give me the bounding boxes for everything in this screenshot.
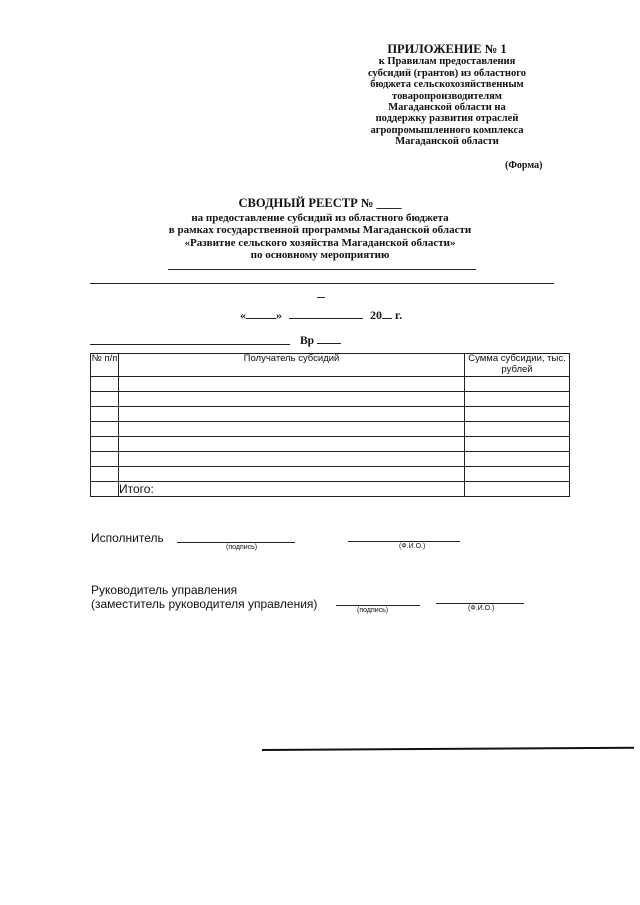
- vr-blank-line: [90, 344, 290, 345]
- registry-table: [90, 353, 570, 497]
- table-header-row: [91, 354, 570, 377]
- table-row: [91, 422, 570, 437]
- table-row: [91, 437, 570, 452]
- head-name-line: [436, 603, 524, 604]
- table-row: [91, 407, 570, 422]
- total-label: Итого:: [119, 482, 465, 497]
- activity-blank-line-2: [90, 283, 554, 284]
- appendix-line: поддержку развития отраслей: [375, 113, 519, 125]
- registry-title: СВОДНЫЙ РЕЕСТР № ____: [238, 196, 402, 210]
- scan-artifact-line: [262, 747, 634, 751]
- appendix-line: агропромышленного комплекса: [370, 124, 524, 136]
- appendix-line: товаропроизводителям: [392, 90, 502, 102]
- vr-label: Вр: [300, 335, 315, 347]
- date-open-quote: «: [240, 308, 246, 322]
- table-row: [91, 377, 570, 392]
- head-signature-hint: (подпись): [357, 607, 389, 614]
- head-label-line1: Руководитель управления: [91, 583, 238, 597]
- executor-name-line: [348, 541, 460, 542]
- executor-signature-line: [177, 542, 295, 543]
- appendix-line: субсидий (грантов) из областного: [368, 67, 526, 79]
- head-signature-line: [336, 605, 420, 606]
- appendix-title: ПРИЛОЖЕНИЕ № 1: [387, 42, 507, 56]
- registry-line: на предоставление субсидий из областного бюджета: [191, 211, 449, 224]
- head-label-line2: (заместитель руководителя управления): [91, 597, 318, 611]
- header-number: № п/п: [91, 354, 119, 377]
- table-row: [91, 392, 570, 407]
- header-recipient: Получатель субсидий: [119, 354, 465, 377]
- appendix-line: Магаданской области: [395, 136, 499, 148]
- executor-label: Исполнитель: [91, 531, 164, 545]
- table-row: [91, 452, 570, 467]
- date-close-quote: »: [276, 308, 282, 322]
- separator-dash: [317, 297, 325, 298]
- registry-line: по основному мероприятию: [250, 249, 390, 261]
- executor-signature-hint: (подпись): [226, 544, 258, 551]
- table-row: [91, 467, 570, 482]
- header-amount: Сумма субсидии, тыс. рублей: [465, 354, 570, 377]
- activity-blank-line: [168, 269, 476, 270]
- appendix-header: [352, 44, 542, 148]
- registry-heading: [120, 197, 520, 262]
- executor-name-hint: (Ф.И.О.): [399, 543, 426, 550]
- date-year-suffix: г.: [395, 308, 403, 322]
- date-line: [240, 308, 402, 323]
- registry-line: «Развитие сельского хозяйства Магаданской области»: [184, 236, 456, 249]
- appendix-line: бюджета сельскохозяйственным: [370, 79, 524, 91]
- registry-line: в рамках государственной программы Магаданской области: [168, 224, 472, 236]
- head-name-hint: (Ф.И.О.): [468, 605, 495, 612]
- form-label: (Форма): [505, 160, 543, 171]
- table-total-row: [91, 482, 570, 497]
- appendix-line: Магаданской области на: [388, 102, 506, 114]
- date-year-prefix: 20: [370, 308, 382, 322]
- appendix-line: к Правилам предоставления: [378, 56, 516, 68]
- vr-row: [300, 333, 341, 347]
